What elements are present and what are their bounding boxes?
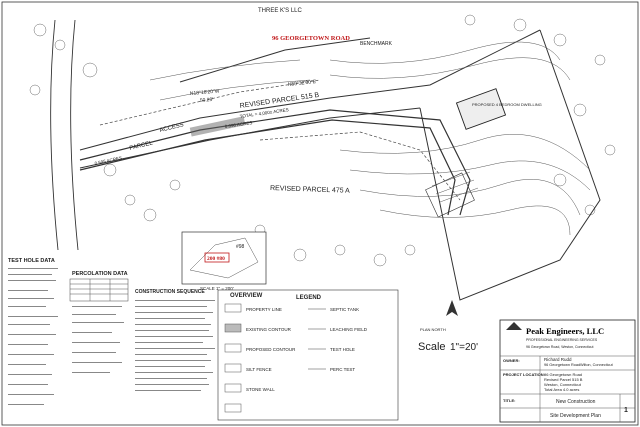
project-line-3: Weston, Connecticut	[544, 382, 581, 387]
parcel-left-label: PARCEL	[129, 140, 154, 152]
project-line-4: Total Area 4.0 acres	[544, 387, 580, 392]
project-line-2: Revised Parcel 515 B	[544, 377, 583, 382]
property-lines	[80, 30, 600, 300]
access-label: ACCESS	[159, 122, 185, 134]
legend-item: EXISTING CONTOUR	[246, 327, 291, 332]
north-arrow-icon	[446, 300, 458, 316]
north-label: PLAN NORTH	[420, 327, 446, 332]
test-hole-title: TEST HOLE DATA	[8, 258, 55, 264]
owner-name: Richard Rudd	[544, 357, 572, 362]
legend-item: LEACHING FIELD	[330, 327, 368, 332]
bearing-2: N50°32'00"E	[287, 79, 317, 88]
distance-1: 50.29'	[199, 96, 214, 104]
scale-word: Scale	[418, 341, 446, 353]
overview-title: OVERVIEW	[230, 293, 263, 299]
legend-item: STONE WALL	[246, 387, 275, 392]
company-name: Peak Engineers, LLC	[526, 326, 605, 336]
overview-parcel-a: 200 #80	[207, 256, 225, 262]
area-total-label: TOTAL = 4,000± ACRES	[239, 107, 289, 119]
title-label: TITLE:	[503, 398, 516, 403]
owner-address: 96 Georgetown Road	[544, 363, 581, 367]
legend-item: PERC TEST	[330, 367, 356, 372]
legend-item: PROPERTY LINE	[246, 307, 282, 312]
proposed-dwelling	[456, 89, 541, 130]
project-label: PROJECT LOCATION:	[503, 372, 545, 377]
legend	[218, 290, 398, 420]
construction-sequence	[135, 289, 215, 391]
legend-item: TEST HOLE	[330, 347, 355, 352]
percolation-data	[70, 271, 128, 373]
legend-title: LEGEND	[296, 295, 322, 301]
area-b-label: 0.096 ACRES	[224, 120, 253, 129]
title-line-2: Site Development Plan	[550, 413, 601, 419]
georgetown-road	[51, 20, 78, 250]
address-label: 96 GEORGETOWN ROAD	[272, 35, 350, 42]
area-c-label: 0.595 ACRES	[94, 155, 123, 166]
wooded-areas	[30, 15, 615, 266]
construction-title: CONSTRUCTION SEQUENCE	[135, 289, 205, 295]
dwelling-label: PROPOSED 4 BEDROOM DWELLING	[472, 102, 542, 107]
top-owner-label: THREE K'S LLC	[258, 8, 302, 14]
parcel-a-label: REVISED PARCEL 475 A	[269, 185, 350, 195]
scale-value: 1"=20'	[450, 342, 478, 353]
bearing-1: N18°18'20"W	[189, 88, 220, 97]
title-line-1: New Construction	[556, 399, 596, 405]
sheet-number: 1	[624, 407, 628, 414]
overview-scale: SCALE 1" = 200'	[200, 286, 234, 291]
title-block	[500, 320, 635, 422]
legend-item: SILT FENCE	[246, 367, 272, 372]
owner-town: Wilton, Connecticut	[580, 363, 613, 367]
overview-parcel-b: #98	[236, 244, 245, 250]
legend-item: PROPOSED CONTOUR	[246, 347, 296, 352]
project-line-1: 96 Georgetown Road	[544, 372, 583, 377]
legend-item: SEPTIC TANK	[330, 307, 360, 312]
scale-block	[418, 300, 478, 353]
driveway	[80, 110, 470, 215]
company-address: 96 Georgetown Road, Weston, Connecticut	[526, 345, 594, 349]
benchmark-label: BENCHMARK	[360, 41, 392, 47]
owner-label: OWNER:	[503, 358, 520, 363]
company-sub: PROFESSIONAL ENGINEERING SERVICES	[526, 338, 598, 342]
test-hole-data	[8, 258, 58, 405]
perc-title: PERCOLATION DATA	[72, 271, 128, 277]
parcel-b-label: REVISED PARCEL 515 B	[239, 91, 320, 110]
